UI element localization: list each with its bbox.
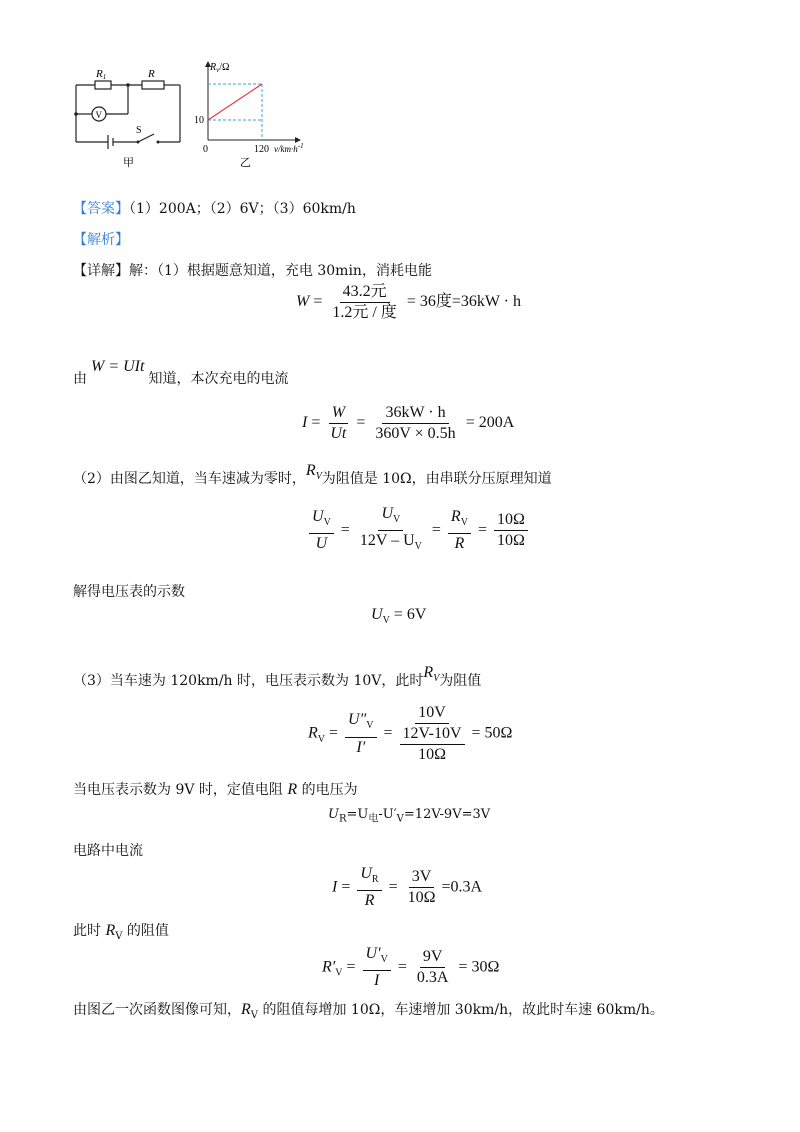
y-tick-label: 10 (194, 115, 204, 126)
equation-rv-prime: $R'_V$ = $\frac{U'_V}{I}$ = $\frac{9V}{0.3A}$ = 30Ω (322, 945, 500, 990)
resistor-r1 (95, 81, 111, 89)
series-line (208, 84, 262, 120)
svg-text:Rv/Ω: $R_v/\Omega$ (210, 62, 230, 74)
svg-text:v/km·h-1: $v/km\cdot h^{-1}$ (274, 142, 304, 154)
equation-current: I = $\frac{W}{Ut}$ = $\frac{36kW \cdot h}{360V \times 0.5h}$ = 200A (302, 404, 515, 442)
svg-text:乙: 乙 (240, 157, 251, 169)
detail-tag: 【详解】 (73, 263, 129, 279)
x-tick-label: 120 (254, 144, 269, 155)
answer-text: （1）200A；（2）6V；（3）60km/h (129, 201, 356, 217)
text-line-3: （2）由图乙知道，当车速减为零时，$R_V$为阻值是 10Ω，由串联分压原理知道 (73, 462, 552, 487)
rv-speed-graph (192, 56, 302, 168)
x-origin-label: 0 (203, 144, 208, 155)
equation-energy: W = $\frac{\text{43.2元}}{\text{1.2元 / 度}}$ = 36度=36kW · h (296, 283, 522, 321)
analysis-tag: 【解析】 (73, 232, 129, 248)
text-line-9: 由图乙一次函数图像可知，$R_V$ 的阻值每增加 10Ω，车速增加 30km/h，故此时车速 60km/h。 (73, 1001, 664, 1021)
text-line-8: 此时 $R_V$ 的阻值 (73, 922, 169, 942)
equation-divider: $\frac{U_V}{U}$ = $\frac{U_V}{12V - U_V}$ = $\frac{R_V}{R}$ = $\frac{10\Omega}{10\Omega}$ (306, 504, 531, 557)
svg-text:R1: R1 (96, 68, 107, 81)
answer-line (73, 198, 356, 218)
circuit-diagram (68, 62, 188, 170)
svg-text:甲: 甲 (123, 157, 134, 169)
text-line-2: 由W = UIt知道，本次充电的电流 (73, 358, 289, 387)
detail-intro: 【详解】解：（1）根据题意知道，充电 30min，消耗电能 (73, 263, 432, 279)
text-line-6: 当电压表示数为 9V 时，定值电阻 R 的电压为 (73, 781, 358, 798)
text-line-7: 电路中电流 (73, 843, 143, 859)
svg-text:S: S (136, 125, 142, 136)
equation-uv: $U_V = 6V$ (371, 606, 427, 627)
equation-circuit-current: I = $\frac{U_R}{R}$ = $\frac{3V}{10\Omega}$ =0.3A (332, 865, 483, 910)
equation-ur: $U_R=U_电-U'_V=12V-9V=3V$ (328, 807, 491, 825)
svg-text:R: R (148, 68, 155, 80)
svg-text:V: V (95, 110, 102, 120)
text-line-4: 解得电压表的示数 (73, 584, 185, 600)
resistor-r (142, 81, 164, 89)
answer-tag: 【答案】 (73, 201, 129, 217)
equation-rv-120: $R_V$ = $\frac{U''_V}{I'}$ = 10V 12V-10V 10Ω = 50Ω (308, 704, 513, 763)
text-line-5: （3）当车速为 120km/h 时，电压表示数为 10V，此时$R_V$为阻值 (73, 664, 482, 689)
inline-formula-wuit: W = UIt (91, 358, 145, 375)
